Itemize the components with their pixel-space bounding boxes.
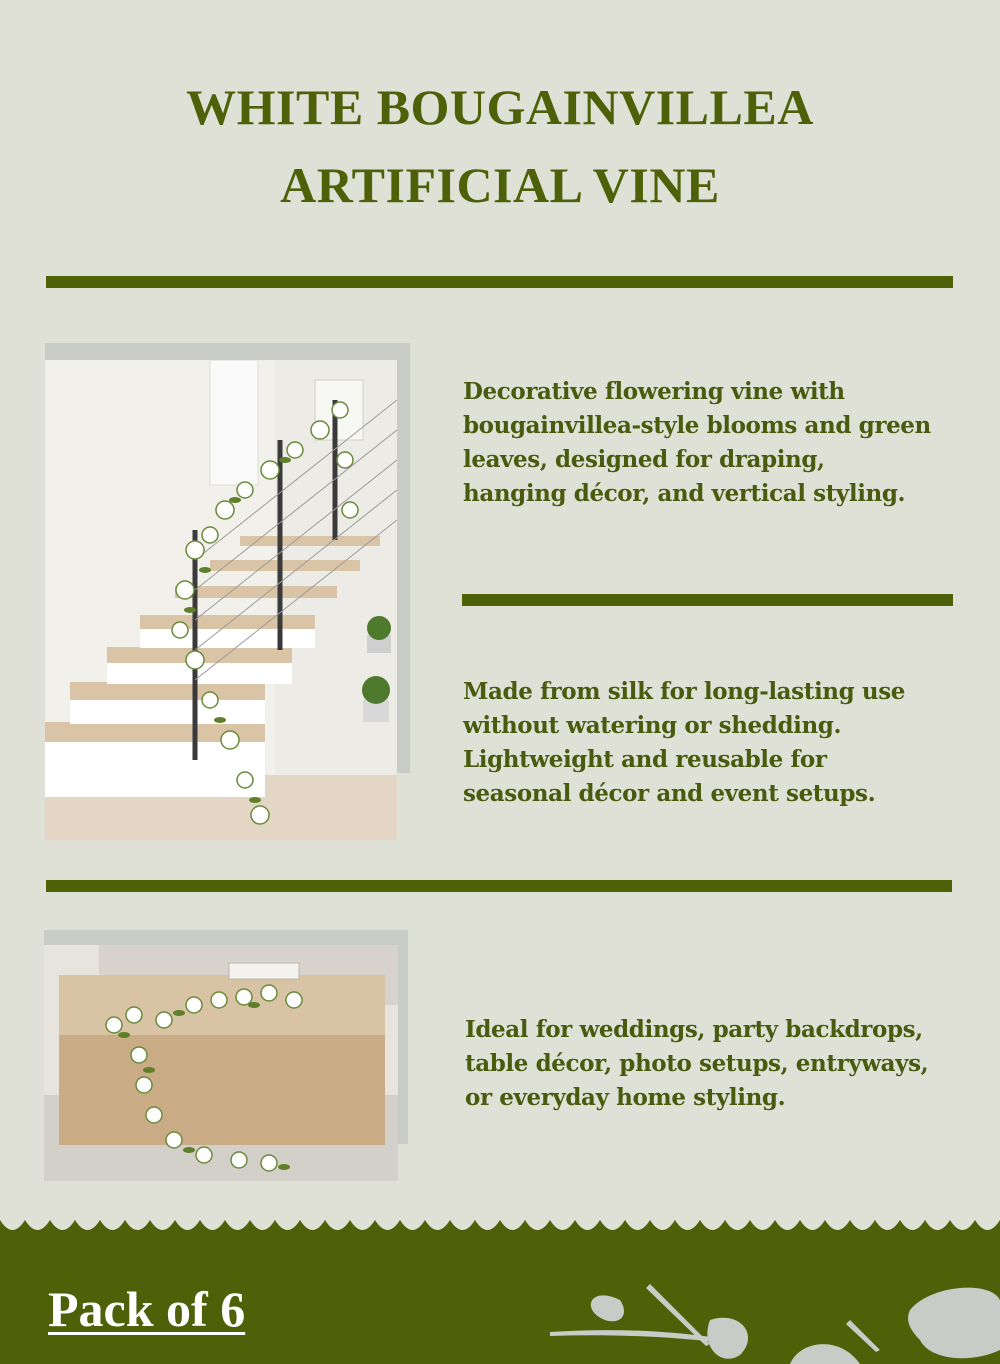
feature-description-1: Decorative flowering vine with bougainvillea-style blooms and green leaves, designed for draping, hanging décor, and vertical styling.	[463, 378, 931, 507]
coffee-table-illustration	[44, 945, 398, 1181]
feature-description-3: Ideal for weddings, party backdrops, table décor, photo setups, entryways, or everyday home styling.	[465, 1016, 929, 1111]
divider-middle-right	[462, 594, 953, 606]
coffee-table-photo	[44, 945, 398, 1181]
leaf-silhouette-icon	[550, 1280, 1000, 1364]
divider-middle	[46, 880, 952, 892]
staircase-illustration	[45, 360, 397, 840]
title-line-2: ARTIFICIAL VINE	[280, 157, 720, 213]
page-title	[0, 68, 1000, 224]
feature-description-2: Made from silk for long-lasting use without watering or shedding. Lightweight and reusable for seasonal décor and event setups.	[463, 678, 906, 807]
title-line-1: WHITE BOUGAINVILLEA	[186, 79, 814, 135]
pack-quantity-label: Pack of 6	[48, 1281, 246, 1337]
divider-top	[46, 276, 953, 288]
staircase-photo	[45, 360, 397, 840]
